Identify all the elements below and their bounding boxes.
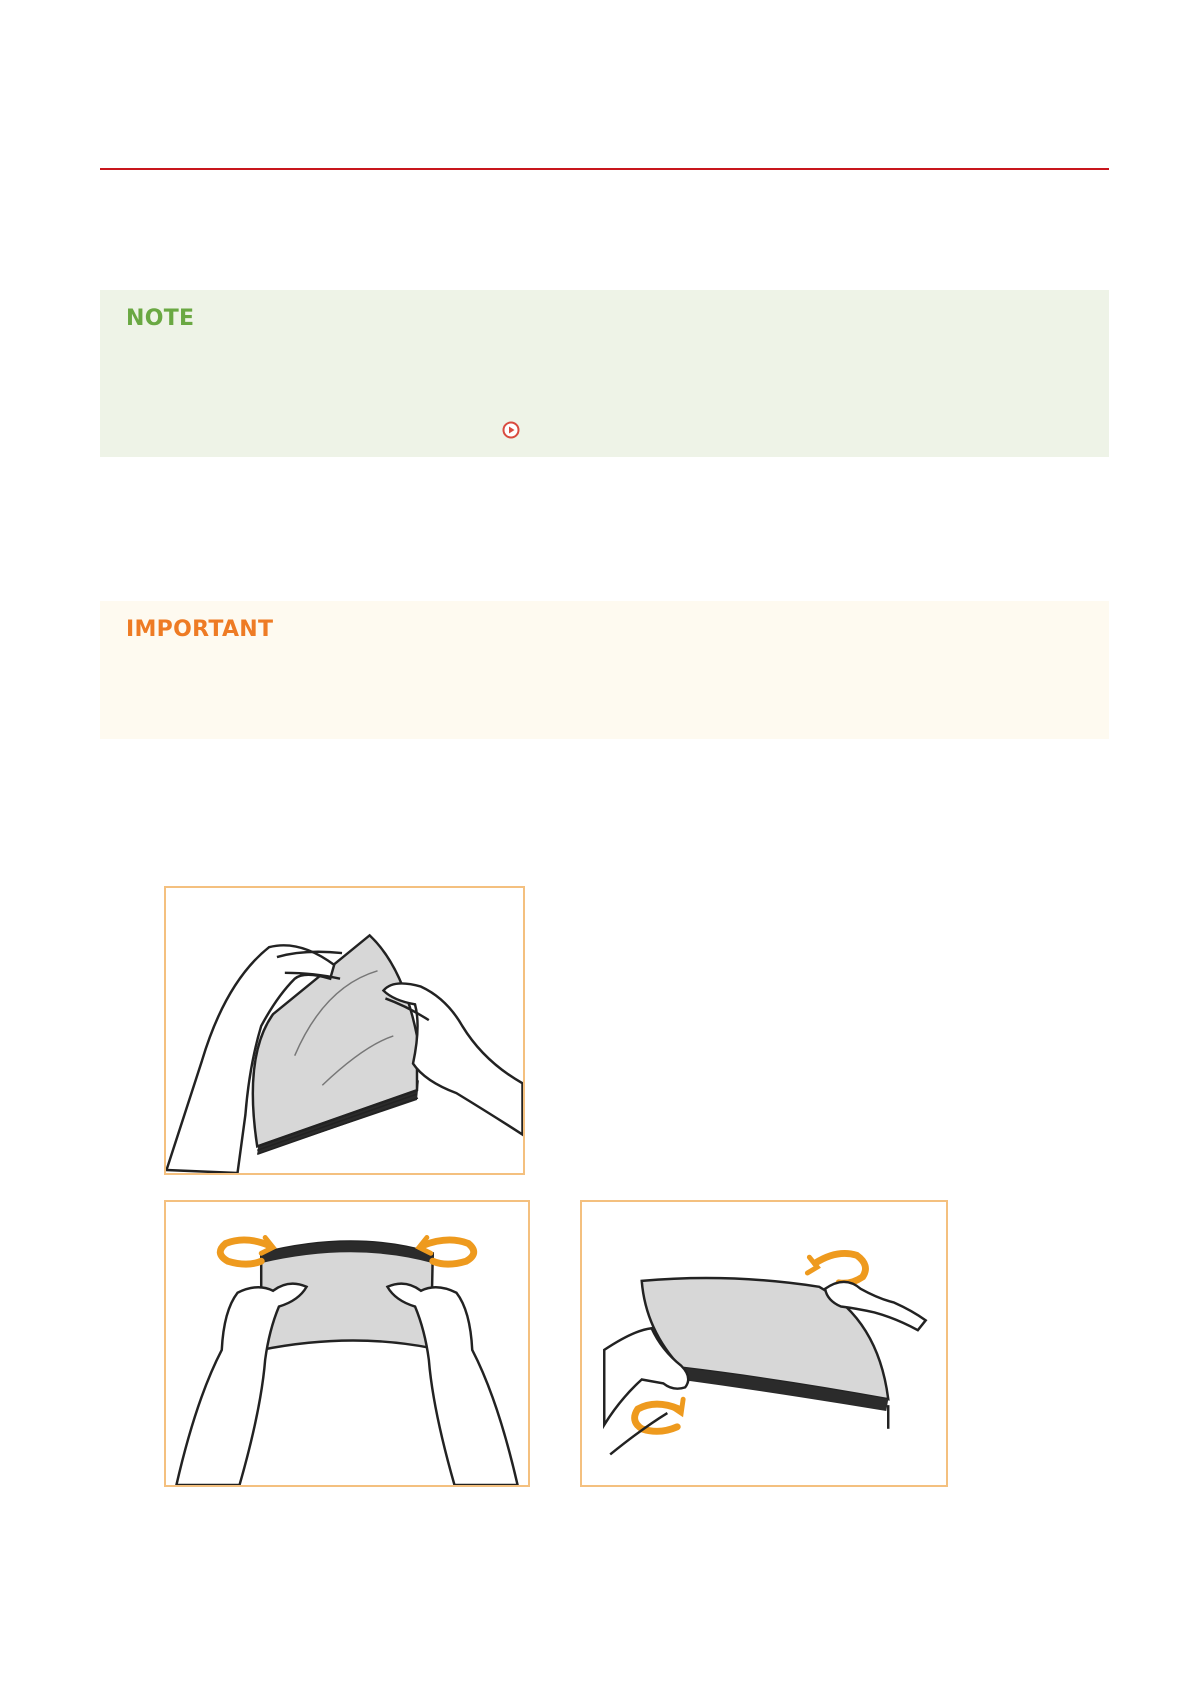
note-box <box>100 290 1109 457</box>
note-title: NOTE <box>126 306 195 331</box>
important-title: IMPORTANT <box>126 617 274 642</box>
fan-envelopes-illustration <box>166 888 523 1173</box>
curl-arrow-bottom <box>635 1399 684 1431</box>
figure-flex-envelopes-top <box>164 1200 530 1487</box>
figure-fan-envelopes <box>164 886 525 1175</box>
section-divider <box>100 168 1109 170</box>
important-box <box>100 601 1109 739</box>
curl-arrow-top <box>807 1253 865 1283</box>
figure-flex-envelopes-side <box>580 1200 948 1487</box>
play-circle-icon[interactable] <box>502 421 520 439</box>
flex-envelopes-top-illustration <box>166 1202 528 1485</box>
flex-envelopes-side-illustration <box>582 1202 946 1485</box>
